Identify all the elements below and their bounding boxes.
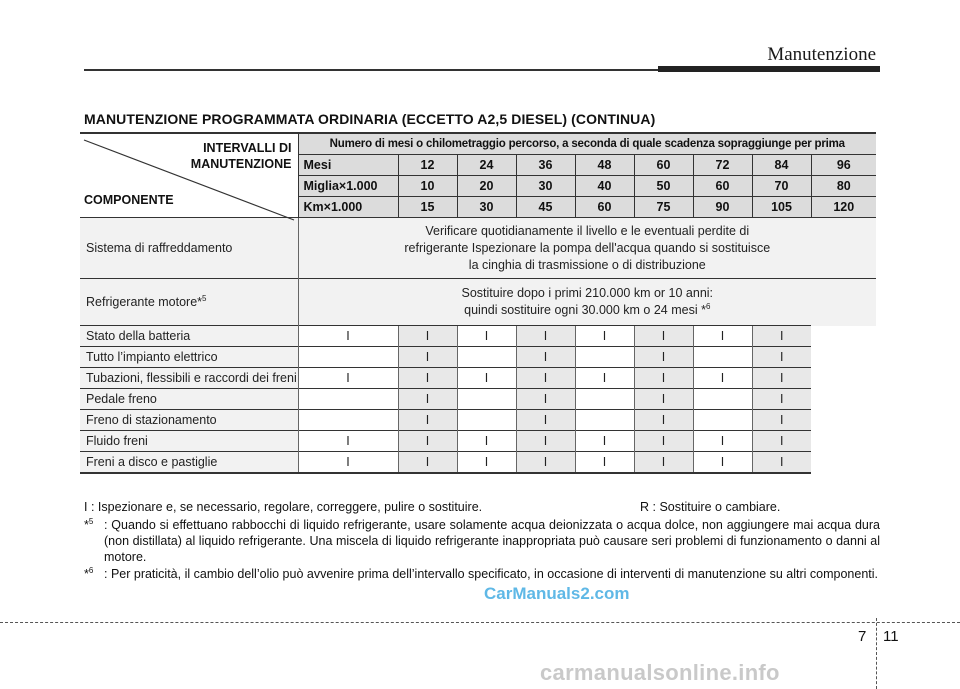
- schedule-cell: I: [752, 431, 811, 452]
- schedule-cell: I: [398, 347, 457, 368]
- component-label: Fluido freni: [80, 431, 298, 452]
- table-row: [80, 218, 876, 279]
- schedule-cell: [575, 410, 634, 431]
- intervals-label: INTERVALLI DI MANUTENZIONE: [190, 141, 292, 171]
- schedule-cell: I: [516, 347, 575, 368]
- schedule-cell: I: [398, 431, 457, 452]
- schedule-cell: I: [634, 368, 693, 389]
- legend: [84, 499, 880, 515]
- schedule-cell: I: [752, 452, 811, 474]
- schedule-cell: I: [398, 326, 457, 347]
- schedule-cell: I: [516, 431, 575, 452]
- table-row: [80, 347, 876, 368]
- schedule-cell: I: [752, 347, 811, 368]
- schedule-cell: I: [398, 368, 457, 389]
- watermark[interactable]: CarManuals2.com: [484, 584, 630, 603]
- component-label: Tubazioni, flessibili e raccordi dei freni: [80, 368, 298, 389]
- footnote-6: *$^6$ : Per praticità, il cambio dell’olio può avvenire prima dell’intervallo specificato, in occasione di interventi di manutenzione su altri componenti.: [84, 565, 879, 581]
- table-row: [80, 389, 876, 410]
- schedule-cell: I: [516, 410, 575, 431]
- schedule-cell: I: [457, 431, 516, 452]
- unit-value: 60: [575, 197, 634, 218]
- schedule-cell: I: [516, 368, 575, 389]
- schedule-cell: I: [575, 326, 634, 347]
- unit-value: 50: [634, 176, 693, 197]
- schedule-cell: [575, 389, 634, 410]
- table-row: [80, 326, 876, 347]
- instruction-cell: Sostituire dopo i primi 210.000 km or 10 anni: quindi sostituire ogni 30.000 km o 24 mesi *$^6$: [298, 279, 876, 326]
- table-corner-header: [80, 133, 298, 218]
- footer-dashed-divider: [876, 618, 877, 689]
- schedule-cell: I: [634, 326, 693, 347]
- unit-value: 30: [516, 176, 575, 197]
- unit-value: 10: [398, 176, 457, 197]
- unit-value: 60: [693, 176, 752, 197]
- component-label: Refrigerante motore*$^5$: [80, 279, 298, 326]
- unit-value: 96: [811, 155, 876, 176]
- schedule-cell: I: [516, 452, 575, 474]
- schedule-cell: I: [752, 389, 811, 410]
- schedule-cell: [457, 410, 516, 431]
- unit-value: 72: [693, 155, 752, 176]
- unit-value: 80: [811, 176, 876, 197]
- component-label: Stato della batteria: [80, 326, 298, 347]
- unit-value: 20: [457, 176, 516, 197]
- unit-value: 24: [457, 155, 516, 176]
- schedule-cell: I: [398, 389, 457, 410]
- schedule-cell: I: [693, 431, 752, 452]
- footnote-5: *$^5$ : Quando si effettuano rabbocchi di liquido refrigerante, usare solamente acqua deionizzata o acqua dolce, non aggiungere mai acqua dura (non distillata) al liquido refrigerante. Una miscela di liquido refrigerante inappropriata può causare seri problemi di funzionamento o danni al motore.: [84, 516, 880, 564]
- unit-value: 90: [693, 197, 752, 218]
- unit-value: 45: [516, 197, 575, 218]
- schedule-cell: I: [634, 410, 693, 431]
- schedule-cell: [457, 389, 516, 410]
- table-row: [80, 410, 876, 431]
- unit-label: Miglia×1.000: [298, 176, 398, 197]
- unit-value: 70: [752, 176, 811, 197]
- schedule-cell: [693, 347, 752, 368]
- page-number: 11: [883, 628, 899, 645]
- schedule-cell: I: [634, 389, 693, 410]
- schedule-cell: I: [398, 410, 457, 431]
- unit-label: Km×1.000: [298, 197, 398, 218]
- schedule-cell: [457, 347, 516, 368]
- section-title: MANUTENZIONE PROGRAMMATA ORDINARIA (ECCETTO A2,5 DIESEL) (CONTINUA): [84, 111, 656, 127]
- schedule-cell: I: [516, 326, 575, 347]
- schedule-cell: [575, 347, 634, 368]
- schedule-cell: I: [398, 452, 457, 474]
- schedule-cell: I: [752, 326, 811, 347]
- schedule-cell: I: [634, 452, 693, 474]
- unit-value: 30: [457, 197, 516, 218]
- table-row: [80, 431, 876, 452]
- component-label: Tutto l’impianto elettrico: [80, 347, 298, 368]
- schedule-cell: I: [457, 326, 516, 347]
- chapter-title: Manutenzione: [767, 44, 876, 65]
- component-label: Pedale freno: [80, 389, 298, 410]
- schedule-cell: [298, 389, 398, 410]
- schedule-cell: [298, 347, 398, 368]
- unit-value: 60: [634, 155, 693, 176]
- schedule-cell: I: [634, 431, 693, 452]
- unit-value: 84: [752, 155, 811, 176]
- schedule-cell: I: [693, 368, 752, 389]
- unit-value: 105: [752, 197, 811, 218]
- schedule-cell: I: [693, 452, 752, 474]
- component-column-label: COMPONENTE: [84, 193, 174, 207]
- schedule-cell: I: [457, 368, 516, 389]
- header-rule: [84, 69, 658, 71]
- header-rule-thick: [658, 66, 880, 72]
- schedule-cell: I: [575, 431, 634, 452]
- unit-value: 120: [811, 197, 876, 218]
- maintenance-table: [80, 132, 876, 474]
- component-label: Freni a disco e pastiglie: [80, 452, 298, 474]
- schedule-cell: [693, 410, 752, 431]
- schedule-cell: I: [457, 452, 516, 474]
- schedule-cell: I: [752, 410, 811, 431]
- footer-watermark: carmanualsonline.info: [540, 660, 780, 685]
- component-label: Freno di stazionamento: [80, 410, 298, 431]
- schedule-cell: I: [575, 368, 634, 389]
- footer-dashed-rule: [0, 622, 960, 623]
- interval-caption: Numero di mesi o chilometraggio percorso, a seconda di quale scadenza sopraggiunge per prima: [298, 133, 876, 155]
- table-row: [80, 452, 876, 474]
- unit-value: 75: [634, 197, 693, 218]
- component-label: Sistema di raffreddamento: [80, 218, 298, 279]
- legend-replace: R : Sostituire o cambiare.: [640, 500, 781, 514]
- table-row: [80, 368, 876, 389]
- unit-value: 12: [398, 155, 457, 176]
- schedule-cell: I: [298, 452, 398, 474]
- unit-value: 15: [398, 197, 457, 218]
- unit-label: Mesi: [298, 155, 398, 176]
- table-row: [80, 279, 876, 326]
- schedule-cell: [693, 389, 752, 410]
- schedule-cell: I: [575, 452, 634, 474]
- schedule-cell: I: [693, 326, 752, 347]
- unit-value: 36: [516, 155, 575, 176]
- schedule-cell: I: [298, 326, 398, 347]
- unit-value: 48: [575, 155, 634, 176]
- schedule-cell: I: [752, 368, 811, 389]
- schedule-cell: I: [516, 389, 575, 410]
- unit-value: 40: [575, 176, 634, 197]
- schedule-cell: I: [634, 347, 693, 368]
- schedule-cell: [298, 410, 398, 431]
- schedule-cell: I: [298, 368, 398, 389]
- schedule-cell: I: [298, 431, 398, 452]
- chapter-number: 7: [858, 628, 867, 645]
- instruction-cell: Verificare quotidianamente il livello e le eventuali perdite di refrigerante Ispezionare la pompa dell'acqua quando si sostituisce la cinghia di trasmissione o di distribuzione: [298, 218, 876, 279]
- legend-inspect: I : Ispezionare e, se necessario, regolare, correggere, pulire o sostituire.: [84, 500, 483, 514]
